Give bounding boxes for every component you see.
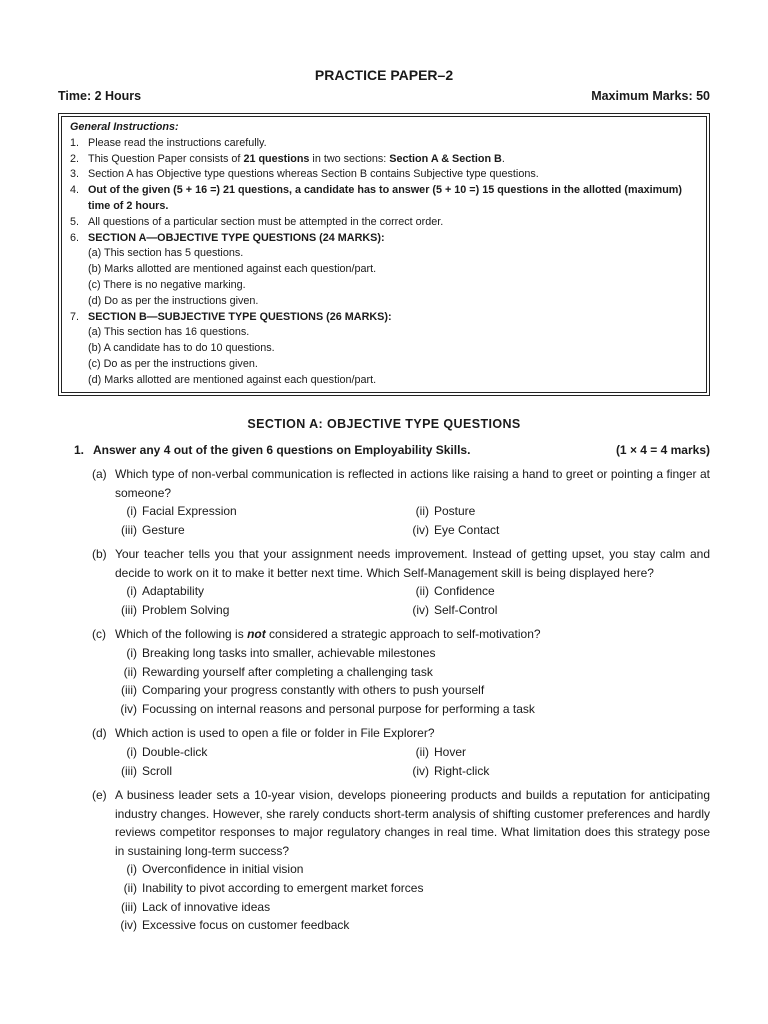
option: (iv) Right-click bbox=[412, 763, 490, 778]
question-number: 1. bbox=[74, 443, 85, 457]
maximum-marks: Maximum Marks: 50 bbox=[591, 89, 710, 103]
part-stem: Your teacher tells you that your assignment needs improvement. Instead of getting upset, you stay calm and decide to work on it to make it better next time. Which Self-Management skill is being displayed here? bbox=[115, 547, 710, 580]
question-part-b bbox=[92, 545, 710, 619]
time-allowed: Time: 2 Hours bbox=[58, 89, 142, 103]
part-label: (e) bbox=[92, 787, 107, 802]
part-stem: Which of the following is not considered a strategic approach to self-motivation? bbox=[115, 627, 541, 642]
question-text: Answer any 4 out of the given 6 questions on Employability Skills. bbox=[93, 443, 471, 457]
part-label: (c) bbox=[92, 627, 106, 642]
section-a-heading: SECTION A: OBJECTIVE TYPE QUESTIONS bbox=[247, 417, 521, 431]
part-label: (d) bbox=[92, 726, 107, 741]
instruction-item: 1. Please read the instructions carefully. bbox=[70, 136, 267, 149]
instruction-item: 5. All questions of a particular section must be attempted in the correct order. bbox=[70, 215, 444, 228]
question-1-parts bbox=[92, 465, 710, 941]
instruction-item: 4. Out of the given (5 + 16 =) 21 questions, a candidate has to answer (5 + 10 =) 15 questions in the allotted (maximum) time of 2 hours. bbox=[70, 184, 682, 212]
option: (i) Adaptability bbox=[126, 584, 205, 599]
option: (i) Double-click bbox=[126, 744, 208, 759]
options-grid bbox=[115, 502, 710, 539]
instruction-subitem: (b) A candidate has to do 10 questions. bbox=[88, 342, 275, 355]
instruction-subitem: (c) Do as per the instructions given. bbox=[88, 357, 258, 370]
question-part-a bbox=[92, 465, 710, 539]
general-instructions-box bbox=[58, 113, 710, 396]
question-marks: (1 × 4 = 4 marks) bbox=[615, 443, 710, 457]
question-part-e bbox=[92, 786, 710, 935]
part-label: (b) bbox=[92, 547, 107, 562]
question-part-c bbox=[92, 625, 710, 718]
instruction-subitem: (b) Marks allotted are mentioned against each question/part. bbox=[88, 263, 377, 276]
option: (iv) Eye Contact bbox=[412, 522, 500, 537]
options-grid bbox=[115, 743, 710, 780]
instruction-subitem: (d) Do as per the instructions given. bbox=[88, 294, 259, 307]
paper-title: PRACTICE PAPER–2 bbox=[314, 67, 454, 83]
instruction-item: 3. Section A has Objective type questions whereas Section B contains Subjective type questions. bbox=[70, 168, 539, 181]
instructions-heading: General Instructions: bbox=[70, 121, 179, 133]
option: (iv) Excessive focus on customer feedback bbox=[120, 918, 350, 933]
option: (ii) Inability to pivot according to emergent market forces bbox=[123, 880, 424, 895]
part-stem: Which action is used to open a file or folder in File Explorer? bbox=[115, 726, 435, 741]
option: (iii) Lack of innovative ideas bbox=[121, 899, 271, 914]
question-part-d bbox=[92, 724, 710, 780]
option: (ii) Posture bbox=[415, 504, 476, 519]
option: (i) Breaking long tasks into smaller, achievable milestones bbox=[126, 645, 436, 660]
option: (iii) Comparing your progress constantly with others to push yourself bbox=[121, 683, 485, 698]
option: (i) Overconfidence in initial vision bbox=[126, 862, 304, 877]
option: (iii) Scroll bbox=[121, 763, 173, 778]
option: (iii) Gesture bbox=[121, 522, 185, 537]
part-stem: Which type of non-verbal communication is reflected in actions like raising a hand to greet or pointing a finger at someone? bbox=[115, 467, 710, 500]
option: (i) Facial Expression bbox=[126, 504, 237, 519]
emphasis-not: not bbox=[247, 627, 266, 642]
part-label: (a) bbox=[92, 467, 107, 481]
instruction-subitem: (d) Marks allotted are mentioned against each question/part. bbox=[88, 373, 377, 386]
part-stem: A business leader sets a 10-year vision, develops pioneering products and builds a reputation for anticipating industry changes. However, she rarely conducts short-term analysis of shifting customer preferences and hardly reviews competitor responses to major regulatory changes in real time. What limitation does this strategy pose in sustaining long-term success? bbox=[115, 787, 710, 858]
instruction-subitem: (a) This section has 16 questions. bbox=[88, 326, 250, 339]
instruction-subitem: (c) There is no negative marking. bbox=[88, 278, 246, 291]
option: (iv) Focussing on internal reasons and personal purpose for performing a task bbox=[120, 701, 535, 716]
instruction-item: 2. This Question Paper consists of 21 questions in two sections: Section A & Section B. bbox=[70, 152, 505, 165]
option: (ii) Confidence bbox=[415, 584, 495, 599]
option: (iii) Problem Solving bbox=[121, 602, 230, 617]
instruction-item: 7. SECTION B—SUBJECTIVE TYPE QUESTIONS (26 MARKS): bbox=[70, 310, 392, 323]
instruction-item: 6. SECTION A—OBJECTIVE TYPE QUESTIONS (24 MARKS): bbox=[70, 231, 385, 244]
options-grid bbox=[115, 582, 710, 619]
option: (ii) Rewarding yourself after completing a challenging task bbox=[123, 664, 433, 679]
option: (iv) Self-Control bbox=[412, 602, 498, 617]
instruction-subitem: (a) This section has 5 questions. bbox=[88, 247, 244, 260]
option: (ii) Hover bbox=[415, 744, 467, 759]
